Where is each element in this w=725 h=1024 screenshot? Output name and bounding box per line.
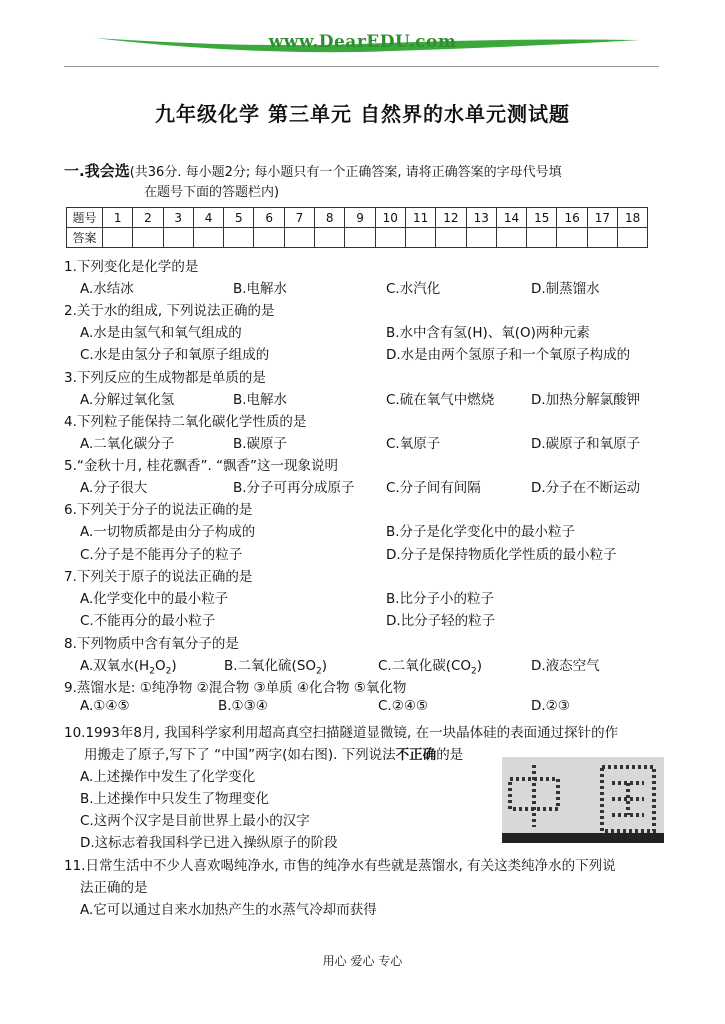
answer-cell[interactable] xyxy=(587,228,617,248)
q1-option-c: C.水汽化 xyxy=(386,281,441,297)
question-number: 12 xyxy=(436,208,466,228)
q5-option-c: C.分子间有间隔 xyxy=(386,480,481,496)
q4-option-d: D.碳原子和氧原子 xyxy=(531,436,641,452)
question-number: 3 xyxy=(163,208,193,228)
question-5-stem: 5.“金秋十月, 桂花飘香”. “飘香”这一现象说明 xyxy=(64,458,339,474)
section-number: 一.我会选 xyxy=(64,162,130,180)
question-10-stem-line2 xyxy=(84,743,463,763)
q4-option-c: C.氧原子 xyxy=(386,436,441,452)
q7-option-a: A.化学变化中的最小粒子 xyxy=(80,591,229,607)
answer-cell[interactable] xyxy=(254,228,284,248)
q10-stem-bold: 不正确 xyxy=(395,747,437,763)
answer-cell[interactable] xyxy=(193,228,223,248)
question-number: 14 xyxy=(496,208,526,228)
answer-row xyxy=(67,228,648,248)
q10-option-b: B.上述操作中只发生了物理变化 xyxy=(80,791,270,807)
question-number: 7 xyxy=(284,208,314,228)
question-number: 10 xyxy=(375,208,405,228)
question-number: 8 xyxy=(315,208,345,228)
answer-cell[interactable] xyxy=(527,228,557,248)
question-3-stem: 3.下列反应的生成物都是单质的是 xyxy=(64,370,266,386)
q9-option-b: B.①③④ xyxy=(218,698,268,714)
question-2-stem: 2.关于水的组成, 下列说法正确的是 xyxy=(64,303,275,319)
question-number: 15 xyxy=(527,208,557,228)
q1-option-d: D.制蒸馏水 xyxy=(531,281,600,297)
q1-option-a: A.水结冰 xyxy=(80,281,134,297)
q10-option-a: A.上述操作中发生了化学变化 xyxy=(80,769,256,785)
answer-cell[interactable] xyxy=(103,228,133,248)
answer-cell[interactable] xyxy=(405,228,435,248)
answer-cell[interactable] xyxy=(466,228,496,248)
question-10-stem-line1: 10.1993年8月, 我国科学家利用超高真空扫描隧道显微镜, 在一块晶体硅的表面通过探针的作 xyxy=(64,725,619,741)
q6-option-a: A.一切物质都是由分子构成的 xyxy=(80,524,256,540)
answer-cell[interactable] xyxy=(618,228,648,248)
q7-option-c: C.不能再分的最小粒子 xyxy=(80,613,216,629)
question-number: 13 xyxy=(466,208,496,228)
q3-option-a: A.分解过氧化氢 xyxy=(80,392,175,408)
site-header xyxy=(0,18,725,68)
q5-option-b: B.分子可再分成原子 xyxy=(233,480,355,496)
q7-option-b: B.比分子小的粒子 xyxy=(386,591,495,607)
q1-option-b: B.电解水 xyxy=(233,281,288,297)
row-label: 题号 xyxy=(67,208,103,228)
answer-cell[interactable] xyxy=(224,228,254,248)
question-number: 2 xyxy=(133,208,163,228)
question-number: 5 xyxy=(224,208,254,228)
row-label: 答案 xyxy=(67,228,103,248)
q6-option-d: D.分子是保持物质化学性质的最小粒子 xyxy=(386,547,617,563)
question-number: 1 xyxy=(103,208,133,228)
q8-option-a-text: A.双氧水(H xyxy=(80,658,150,674)
question-6-stem: 6.下列关于分子的说法正确的是 xyxy=(64,502,253,518)
q5-option-a: A.分子很大 xyxy=(80,480,148,496)
question-11-stem-line1: 11.日常生活中不少人喜欢喝纯净水, 市售的纯净水有些就是蒸馏水, 有关这类纯净水的下列说 xyxy=(64,858,616,874)
page-footer: 用心 爱心 专心 xyxy=(322,954,403,968)
q8-option-b: B.二氧化硫$(SO_2)$ xyxy=(224,658,328,677)
q6-option-b: B.分子是化学变化中的最小粒子 xyxy=(386,524,576,540)
header-divider xyxy=(64,66,659,67)
q3-option-c: C.硫在氧气中燃烧 xyxy=(386,392,495,408)
q10-option-c: C.这两个汉字是目前世界上最小的汉字 xyxy=(80,813,310,829)
q8-option-d: D.液态空气 xyxy=(531,658,600,674)
page-title: 九年级化学 第三单元 自然界的水单元测试题 xyxy=(155,102,570,126)
stm-zhongguo-icon xyxy=(502,757,664,843)
q5-option-d: D.分子在不断运动 xyxy=(531,480,641,496)
q10-stem-end: 的是 xyxy=(436,747,464,763)
q8-option-c: C.二氧化碳$(CO_2)$ xyxy=(378,658,483,677)
site-logo[interactable]: www.DearEDU.com xyxy=(268,32,457,52)
q4-option-b: B.碳原子 xyxy=(233,436,288,452)
q8-option-b-text: B.二氧化硫(SO xyxy=(224,658,317,674)
q2-option-b: B.水中含有氢(H)、氧(O)两种元素 xyxy=(386,325,590,341)
answer-cell[interactable] xyxy=(375,228,405,248)
q6-option-c: C.分子是不能再分子的粒子 xyxy=(80,547,243,563)
question-8-stem: 8.下列物质中含有氧分子的是 xyxy=(64,636,239,652)
question-number: 9 xyxy=(345,208,375,228)
answer-table xyxy=(66,207,648,248)
instruction-line-1: (共36分. 每小题2分; 每小题只有一个正确答案, 请将正确答案的字母代号填 xyxy=(129,165,562,180)
q2-option-d: D.水是由两个氢原子和一个氧原子构成的 xyxy=(386,347,631,363)
question-number: 16 xyxy=(557,208,587,228)
question-9-stem: 9.蒸馏水是: ①纯净物 ②混合物 ③单质 ④化合物 ⑤氧化物 xyxy=(64,680,407,696)
answer-cell[interactable] xyxy=(436,228,466,248)
question-number: 4 xyxy=(193,208,223,228)
answer-cell[interactable] xyxy=(315,228,345,248)
q9-option-a: A.①④⑤ xyxy=(80,698,130,714)
answer-cell[interactable] xyxy=(133,228,163,248)
q3-option-b: B.电解水 xyxy=(233,392,288,408)
question-number: 11 xyxy=(405,208,435,228)
q3-option-d: D.加热分解氯酸钾 xyxy=(531,392,641,408)
q8-option-a: A.双氧水$(H_2O_2)$ xyxy=(80,658,177,677)
q9-option-c: C.②④⑤ xyxy=(378,698,429,714)
answer-cell[interactable] xyxy=(163,228,193,248)
q8-option-c-text: C.二氧化碳(CO xyxy=(378,658,472,674)
q2-option-c: C.水是由氢分子和氧原子组成的 xyxy=(80,347,270,363)
answer-cell[interactable] xyxy=(284,228,314,248)
q9-option-d: D.②③ xyxy=(531,698,570,714)
question-number: 17 xyxy=(587,208,617,228)
question-4-stem: 4.下列粒子能保持二氧化碳化学性质的是 xyxy=(64,414,307,430)
question-number-row xyxy=(67,208,648,228)
question-11-stem-line2: 法正确的是 xyxy=(80,880,148,896)
q10-option-d: D.这标志着我国科学已进入操纵原子的阶段 xyxy=(80,835,338,851)
q10-stem-text: 用搬走了原子,写下了 “中国”两字(如右图). 下列说法 xyxy=(84,747,396,763)
answer-cell[interactable] xyxy=(345,228,375,248)
q4-option-a: A.二氧化碳分子 xyxy=(80,436,175,452)
question-7-stem: 7.下列关于原子的说法正确的是 xyxy=(64,569,253,585)
section-heading xyxy=(64,160,664,200)
q11-option-a: A.它可以通过自来水加热产生的水蒸气冷却而获得 xyxy=(80,902,377,918)
instruction-line-2: 在题号下面的答题栏内) xyxy=(144,185,280,200)
question-1-stem: 1.下列变化是化学的是 xyxy=(64,259,199,275)
answer-cell[interactable] xyxy=(496,228,526,248)
question-number: 18 xyxy=(618,208,648,228)
q2-option-a: A.水是由氢气和氧气组成的 xyxy=(80,325,242,341)
question-number: 6 xyxy=(254,208,284,228)
answer-cell[interactable] xyxy=(557,228,587,248)
stm-image xyxy=(502,757,664,843)
q7-option-d: D.比分子轻的粒子 xyxy=(386,613,496,629)
